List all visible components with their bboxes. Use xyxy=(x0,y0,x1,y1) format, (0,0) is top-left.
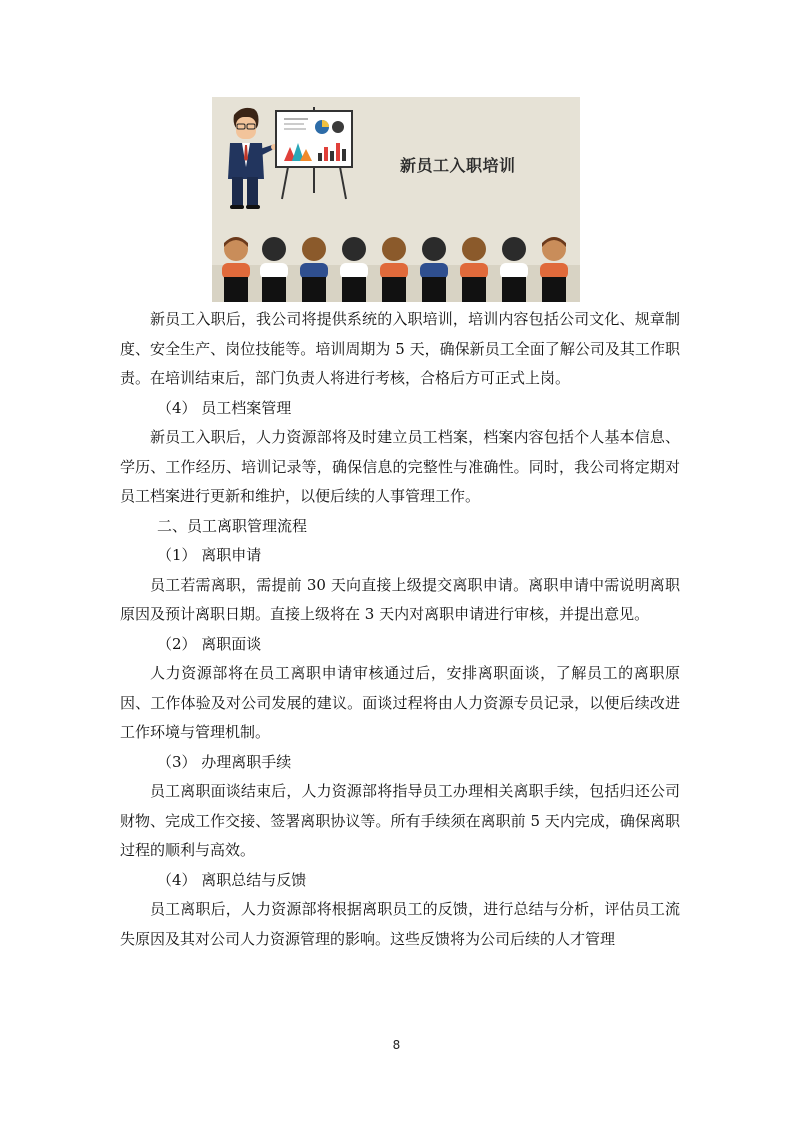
paragraph: 员工离职面谈结束后，人力资源部将指导员工办理相关离职手续，包括归还公司财物、完成工作交接、签署离职协议等。所有手续须在离职前 5 天内完成，确保离职过程的顺利与高效。 xyxy=(120,782,680,859)
paragraph: 员工离职后，人力资源部将根据离职员工的反馈，进行总结与分析，评估员工流失原因及其对公司人力资源管理的影响。这些反馈将为公司后续的人才管理 xyxy=(120,900,680,948)
paragraph: 人力资源部将在员工离职申请审核通过后，安排离职面谈，了解员工的离职原因、工作体验及对公司发展的建议。面谈过程将由人力资源专员记录，以便后续改进工作环境与管理机制。 xyxy=(120,664,680,741)
presentation-board xyxy=(276,107,352,199)
section-heading: （2） 离职面谈 xyxy=(157,634,262,653)
section-heading: （3） 办理离职手续 xyxy=(157,752,292,771)
section-heading: （4） 离职总结与反馈 xyxy=(157,870,307,889)
audience-group xyxy=(222,237,568,302)
section-heading: 二、员工离职管理流程 xyxy=(157,516,308,535)
banner-title: 新员工入职培训 xyxy=(400,156,516,175)
page-number: 8 xyxy=(392,1038,401,1052)
document-body xyxy=(120,305,680,954)
paragraph: 新员工入职后，我公司将提供系统的入职培训，培训内容包括公司文化、规章制度、安全生产、岗位技能等。培训周期为 5 天，确保新员工全面了解公司及其工作职责。在培训结束后，部门负责人将进行考核，合格后方可正式上岗。 xyxy=(120,310,680,387)
presenter-figure xyxy=(228,108,277,209)
section-heading: （4） 员工档案管理 xyxy=(157,398,292,417)
training-scene-graphic xyxy=(212,97,580,302)
paragraph: 新员工入职后，人力资源部将及时建立员工档案，档案内容包括个人基本信息、学历、工作经历、培训记录等，确保信息的完整性与准确性。同时，我公司将定期对员工档案进行更新和维护，以便后续的人事管理工作。 xyxy=(120,428,680,505)
training-illustration xyxy=(212,97,580,302)
paragraph: 员工若需离职，需提前 30 天向直接上级提交离职申请。离职申请中需说明离职原因及预计离职日期。直接上级将在 3 天内对离职申请进行审核，并提出意见。 xyxy=(120,575,680,623)
section-heading: （1） 离职申请 xyxy=(157,546,262,564)
